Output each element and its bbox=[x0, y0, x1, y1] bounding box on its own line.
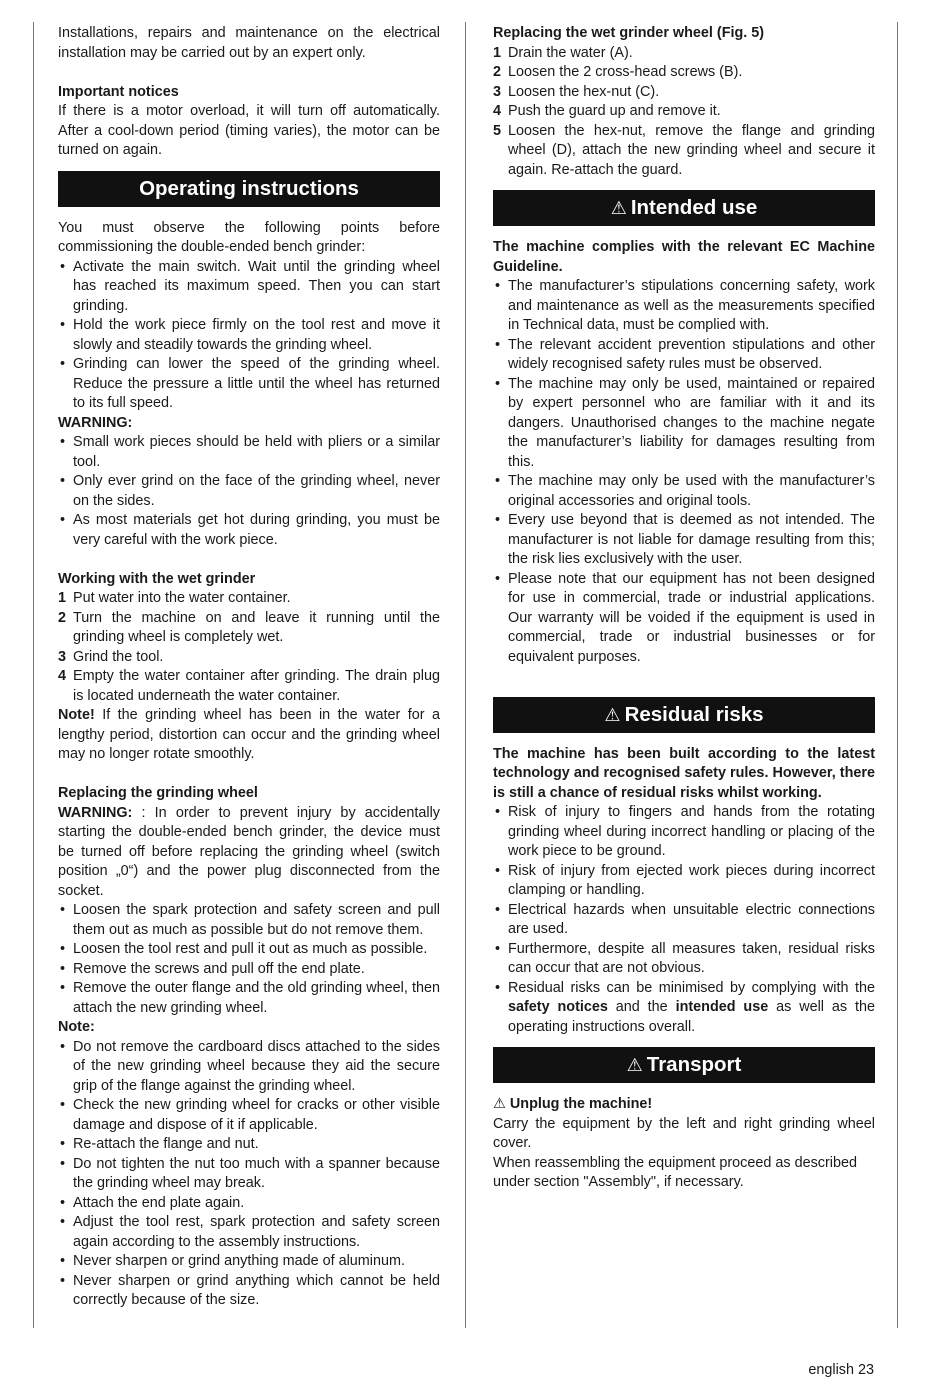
step-text: Drain the water (A). bbox=[508, 44, 633, 61]
transport-banner bbox=[493, 1047, 875, 1083]
list-item: • Only ever grind on the face of the grinding wheel, never on the sides. bbox=[58, 472, 440, 511]
step-number: 1 bbox=[58, 590, 67, 606]
text-fragment: and the bbox=[607, 999, 676, 1015]
replacing-bullet-list bbox=[58, 901, 440, 1018]
step-text: Put water into the water container. bbox=[73, 590, 291, 606]
list-item: • Never sharpen or grind anything made of aluminum. bbox=[58, 1252, 440, 1272]
list-item: • Remove the outer flange and the old grinding wheel, then attach the new grinding wheel. bbox=[58, 979, 440, 1018]
page-number: english 23 bbox=[808, 1362, 874, 1378]
list-item bbox=[58, 667, 440, 706]
warning-triangle-icon: ⚠ bbox=[610, 198, 627, 218]
important-notices-heading: Important notices bbox=[58, 83, 179, 100]
list-item: • The manufacturer’s stipulations concerning safety, work and maintenance as well as the measurements specified in Technical data, must be complied with. bbox=[493, 277, 875, 336]
list-item: • Grinding can lower the speed of the grinding wheel. Reduce the pressure a little until the wheel has returned to its full speed. bbox=[58, 355, 440, 414]
step-text: Grind the tool. bbox=[73, 648, 164, 665]
column-rule-left bbox=[33, 22, 34, 1328]
column-rule-middle bbox=[465, 22, 466, 1328]
intended-use-emphasis: intended use bbox=[675, 999, 769, 1015]
list-item: • Activate the main switch. Wait until the grinding wheel has reached its maximum speed. Then you can start grinding. bbox=[58, 258, 440, 317]
step-number: 3 bbox=[493, 83, 502, 100]
step-number: 2 bbox=[58, 609, 67, 626]
step-text: Empty the water container after grinding. The drain plug is located underneath the water container. bbox=[73, 668, 440, 704]
list-item: • Loosen the tool rest and pull it out as much as possible. bbox=[58, 940, 440, 960]
text-fragment: as well as the operating instructions overall. bbox=[508, 999, 875, 1035]
warning-triangle-icon: ⚠ bbox=[626, 1055, 643, 1075]
operating-warning-label: WARNING: bbox=[58, 414, 133, 431]
wet-wheel-replace-heading: Replacing the wet grinder wheel (Fig. 5) bbox=[493, 25, 765, 41]
list-item bbox=[493, 83, 875, 103]
column-rule-right bbox=[897, 22, 898, 1328]
list-item: • Risk of injury from ejected work pieces during incorrect clamping or handling. bbox=[493, 862, 875, 901]
step-text: Loosen the hex-nut, remove the flange and grinding wheel (D), attach the new grinding wheel and secure it again. Re-attach the guard. bbox=[508, 122, 875, 178]
intended-use-banner bbox=[493, 190, 875, 226]
step-text: Turn the machine on and leave it running until the grinding wheel is completely wet. bbox=[73, 609, 440, 645]
list-item bbox=[58, 589, 440, 609]
transport-title: Transport bbox=[646, 1053, 742, 1076]
list-item bbox=[493, 63, 875, 83]
intended-use-title: Intended use bbox=[630, 196, 758, 219]
operating-instructions-banner bbox=[58, 171, 440, 207]
list-item bbox=[58, 648, 440, 668]
step-text: Loosen the hex-nut (C). bbox=[508, 83, 660, 100]
important-notices-text: If there is a motor overload, it will turn off automatically. After a cool-down period (timing varies), the motor can be turned on again. bbox=[58, 103, 440, 158]
warning-triangle-icon: ⚠ bbox=[493, 1096, 506, 1112]
operating-bullet-list bbox=[58, 258, 440, 414]
replacing-note-list bbox=[58, 1038, 440, 1311]
replacing-warning bbox=[58, 804, 440, 902]
list-item: • Loosen the spark protection and safety screen and pull them out as much as possible but do not remove them. bbox=[58, 901, 440, 940]
list-item: • Do not tighten the nut too much with a spanner because the grinding wheel may break. bbox=[58, 1155, 440, 1194]
list-item: • Every use beyond that is deemed as not intended. The manufacturer is not liable for damage resulting from this; the risk lies exclusively with the user. bbox=[493, 511, 875, 570]
list-item: • The machine may only be used with the manufacturer’s original accessories and original tools. bbox=[493, 472, 875, 511]
replacing-note-label: Note: bbox=[58, 1019, 95, 1035]
step-number: 1 bbox=[493, 44, 502, 61]
step-number: 2 bbox=[493, 64, 502, 80]
list-item: • Furthermore, despite all measures taken, residual risks can occur that are not obvious. bbox=[493, 940, 875, 979]
list-item: • Check the new grinding wheel for cracks or other visible damage and dispose of it if applicable. bbox=[58, 1096, 440, 1135]
installation-paragraph: Installations, repairs and maintenance on the electrical installation may be carried out by an expert only. bbox=[58, 25, 440, 61]
residual-risks-title: Residual risks bbox=[624, 702, 764, 726]
list-item: • Never sharpen or grind anything which cannot be held correctly because of the size. bbox=[58, 1272, 440, 1311]
wet-grinder-steps bbox=[58, 589, 440, 706]
list-item: • Hold the work piece firmly on the tool rest and move it slowly and steadily towards the grinding wheel. bbox=[58, 316, 440, 355]
wet-wheel-replace-steps bbox=[493, 44, 875, 181]
list-item: • Small work pieces should be held with pliers or a similar tool. bbox=[58, 433, 440, 472]
unplug-text: Unplug the machine! bbox=[509, 1096, 653, 1112]
wet-grinder-heading: Working with the wet grinder bbox=[58, 570, 256, 587]
right-column bbox=[493, 24, 875, 1193]
intended-use-list bbox=[493, 277, 875, 667]
list-item: • The relevant accident prevention stipulations and other widely recognised safety rules must be observed. bbox=[493, 336, 875, 375]
step-number: 4 bbox=[58, 668, 67, 684]
list-item bbox=[493, 122, 875, 181]
warning-text: : In order to prevent injury by accidentally starting the double-ended bench grinder, the device must be turned off before replacing the grinding wheel (switch position „0“) and the power plug disconnected from the socket. bbox=[58, 804, 440, 899]
list-item bbox=[493, 44, 875, 64]
list-item: • As most materials get hot during grinding, you must be very careful with the work piece. bbox=[58, 511, 440, 550]
step-number: 4 bbox=[493, 103, 502, 119]
text-fragment: Residual risks can be minimised by complying with the bbox=[508, 979, 875, 996]
list-item bbox=[58, 609, 440, 648]
operating-intro: You must observe the following points before commissioning the double-ended bench grinder: bbox=[58, 219, 440, 255]
list-item bbox=[493, 102, 875, 122]
list-item: • Re-attach the flange and nut. bbox=[58, 1135, 440, 1155]
residual-risks-list bbox=[493, 803, 875, 1037]
wet-grinder-note bbox=[58, 706, 440, 765]
residual-risks-banner bbox=[493, 697, 875, 733]
list-item: • Adjust the tool rest, spark protection and safety screen again according to the assembly instructions. bbox=[58, 1213, 440, 1252]
note-text: If the grinding wheel has been in the water for a lengthy period, distortion can occur and the grinding wheel may no longer rotate smoothly. bbox=[58, 707, 440, 762]
list-item: • The machine may only be used, maintained or repaired by expert personnel who are familiar with it and its dangers. Unauthorised changes to the machine negate the manufacturer’s liability for damages resulting from this. bbox=[493, 375, 875, 473]
left-column bbox=[58, 24, 440, 1311]
intended-use-lead: The machine complies with the relevant EC Machine Guideline. bbox=[493, 239, 875, 275]
list-item: • Remove the screws and pull off the end plate. bbox=[58, 960, 440, 980]
list-item: • Risk of injury to fingers and hands from the rotating grinding wheel during incorrect handling or placing of the work piece to be ground. bbox=[493, 803, 875, 862]
transport-paragraph-1: Carry the equipment by the left and right grinding wheel cover. bbox=[493, 1115, 875, 1151]
safety-notices-emphasis: safety notices bbox=[508, 999, 608, 1015]
list-item: • Do not remove the cardboard discs attached to the sides of the new grinding wheel because they aid the secure grip of the flange against the grinding wheel. bbox=[58, 1038, 440, 1097]
step-text: Loosen the 2 cross-head screws (B). bbox=[508, 64, 743, 80]
step-number: 3 bbox=[58, 648, 67, 665]
list-item bbox=[493, 979, 875, 1038]
list-item: • Please note that our equipment has not been designed for use in commercial, trade or industrial applications. Our warranty will be voided if the equipment is used in commercial, trade or industrial businesses or for equivalent purposes. bbox=[493, 570, 875, 668]
warning-label: WARNING: bbox=[58, 804, 133, 821]
step-number: 5 bbox=[493, 122, 502, 139]
list-item: • Electrical hazards when unsuitable electric connections are used. bbox=[493, 901, 875, 940]
note-label: Note! bbox=[58, 707, 95, 723]
operating-warning-list bbox=[58, 433, 440, 550]
warning-triangle-icon: ⚠ bbox=[604, 704, 621, 725]
step-text: Push the guard up and remove it. bbox=[508, 103, 721, 119]
unplug-heading bbox=[493, 1095, 875, 1115]
residual-risks-lead: The machine has been built according to the latest technology and recognised safety rules. However, there is still a chance of residual risks whilst working. bbox=[493, 745, 875, 801]
operating-instructions-title: Operating instructions bbox=[139, 176, 359, 200]
transport-paragraph-2: When reassembling the equipment proceed as described under section "Assembly", if necessary. bbox=[493, 1154, 857, 1190]
list-item: • Attach the end plate again. bbox=[58, 1194, 440, 1214]
replacing-wheel-heading: Replacing the grinding wheel bbox=[58, 785, 258, 801]
